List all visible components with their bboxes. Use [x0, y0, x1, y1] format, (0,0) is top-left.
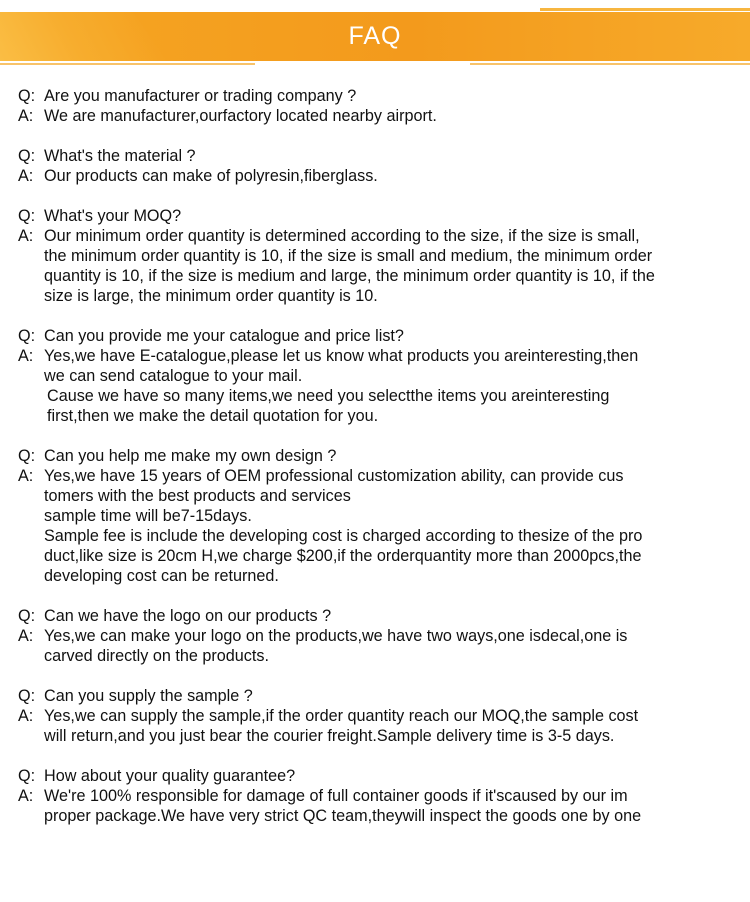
answer-label: A:	[18, 227, 34, 245]
answer-line: Yes,we can make your logo on the products,we have two ways,one isdecal,one is	[44, 627, 628, 645]
question-label: Q:	[18, 607, 36, 625]
answer-line: sample time will be7-15days.	[44, 507, 252, 525]
question-text: Can you provide me your catalogue and price list?	[44, 327, 404, 345]
answer-line: size is large, the minimum order quantity is 10.	[44, 287, 378, 305]
faq-answer	[18, 706, 733, 746]
question-label: Q:	[18, 87, 36, 105]
question-label: Q:	[18, 327, 36, 345]
faq-answer	[18, 346, 733, 426]
faq-answer	[18, 786, 733, 826]
faq-question	[18, 206, 733, 226]
faq-item	[18, 686, 733, 746]
answer-line: we can send catalogue to your mail.	[44, 367, 303, 385]
faq-answer	[18, 166, 733, 186]
answer-label: A:	[18, 707, 34, 725]
faq-item	[18, 146, 733, 186]
answer-label: A:	[18, 627, 34, 645]
divider-right	[470, 63, 750, 65]
faq-item	[18, 326, 733, 426]
faq-item	[18, 446, 733, 586]
faq-question	[18, 326, 733, 346]
answer-line: We are manufacturer,ourfactory located nearby airport.	[44, 107, 437, 125]
question-text: How about your quality guarantee?	[44, 767, 296, 785]
faq-question	[18, 446, 733, 466]
divider-left	[0, 63, 255, 65]
answer-line: Our minimum order quantity is determined according to the size, if the size is small,	[44, 227, 640, 245]
question-text: Can you help me make my own design ?	[44, 447, 337, 465]
answer-line: proper package.We have very strict QC team,theywill inspect the goods one by one	[44, 807, 642, 825]
faq-list	[18, 86, 733, 846]
faq-banner	[0, 12, 750, 61]
faq-question	[18, 146, 733, 166]
question-text: Are you manufacturer or trading company ?	[44, 87, 357, 105]
answer-line: Yes,we have 15 years of OEM professional customization ability, can provide cus	[44, 467, 624, 485]
faq-answer	[18, 226, 733, 306]
answer-line: the minimum order quantity is 10, if the size is small and medium, the minimum order	[44, 247, 653, 265]
answer-label: A:	[18, 167, 34, 185]
answer-label: A:	[18, 347, 34, 365]
faq-answer	[18, 466, 733, 586]
question-label: Q:	[18, 447, 36, 465]
answer-line: first,then we make the detail quotation for you.	[47, 407, 379, 425]
answer-line: carved directly on the products.	[44, 647, 269, 665]
question-label: Q:	[18, 147, 36, 165]
question-text: What's your MOQ?	[44, 207, 182, 225]
answer-line: We're 100% responsible for damage of full container goods if it'scaused by our im	[44, 787, 628, 805]
header-accent-line	[540, 8, 750, 11]
answer-line: Sample fee is include the developing cost is charged according to thesize of the pro	[44, 527, 643, 545]
faq-answer	[18, 626, 733, 666]
answer-line: duct,like size is 20cm H,we charge $200,if the orderquantity more than 2000pcs,the	[44, 547, 642, 565]
question-label: Q:	[18, 767, 36, 785]
question-text: Can you supply the sample ?	[44, 687, 253, 705]
faq-question	[18, 606, 733, 626]
answer-line: Yes,we can supply the sample,if the order quantity reach our MOQ,the sample cost	[44, 707, 639, 725]
faq-answer	[18, 106, 733, 126]
answer-line: Cause we have so many items,we need you selectthe items you areinteresting	[47, 387, 610, 405]
question-label: Q:	[18, 207, 36, 225]
page-title: FAQ	[348, 22, 402, 50]
question-label: Q:	[18, 687, 36, 705]
faq-question	[18, 686, 733, 706]
answer-label: A:	[18, 467, 34, 485]
question-text: What's the material ?	[44, 147, 196, 165]
faq-item	[18, 766, 733, 826]
answer-line: Our products can make of polyresin,fiberglass.	[44, 167, 378, 185]
faq-item	[18, 206, 733, 306]
answer-line: Yes,we have E-catalogue,please let us know what products you areinteresting,then	[44, 347, 639, 365]
answer-line: quantity is 10, if the size is medium and large, the minimum order quantity is 10, if the	[44, 267, 655, 285]
faq-item	[18, 86, 733, 126]
question-text: Can we have the logo on our products ?	[44, 607, 332, 625]
faq-question	[18, 86, 733, 106]
answer-label: A:	[18, 787, 34, 805]
answer-line: developing cost can be returned.	[44, 567, 279, 585]
faq-item	[18, 606, 733, 666]
answer-line: will return,and you just bear the courier freight.Sample delivery time is 3-5 days.	[44, 727, 615, 745]
faq-question	[18, 766, 733, 786]
answer-line: tomers with the best products and services	[44, 487, 351, 505]
answer-label: A:	[18, 107, 34, 125]
